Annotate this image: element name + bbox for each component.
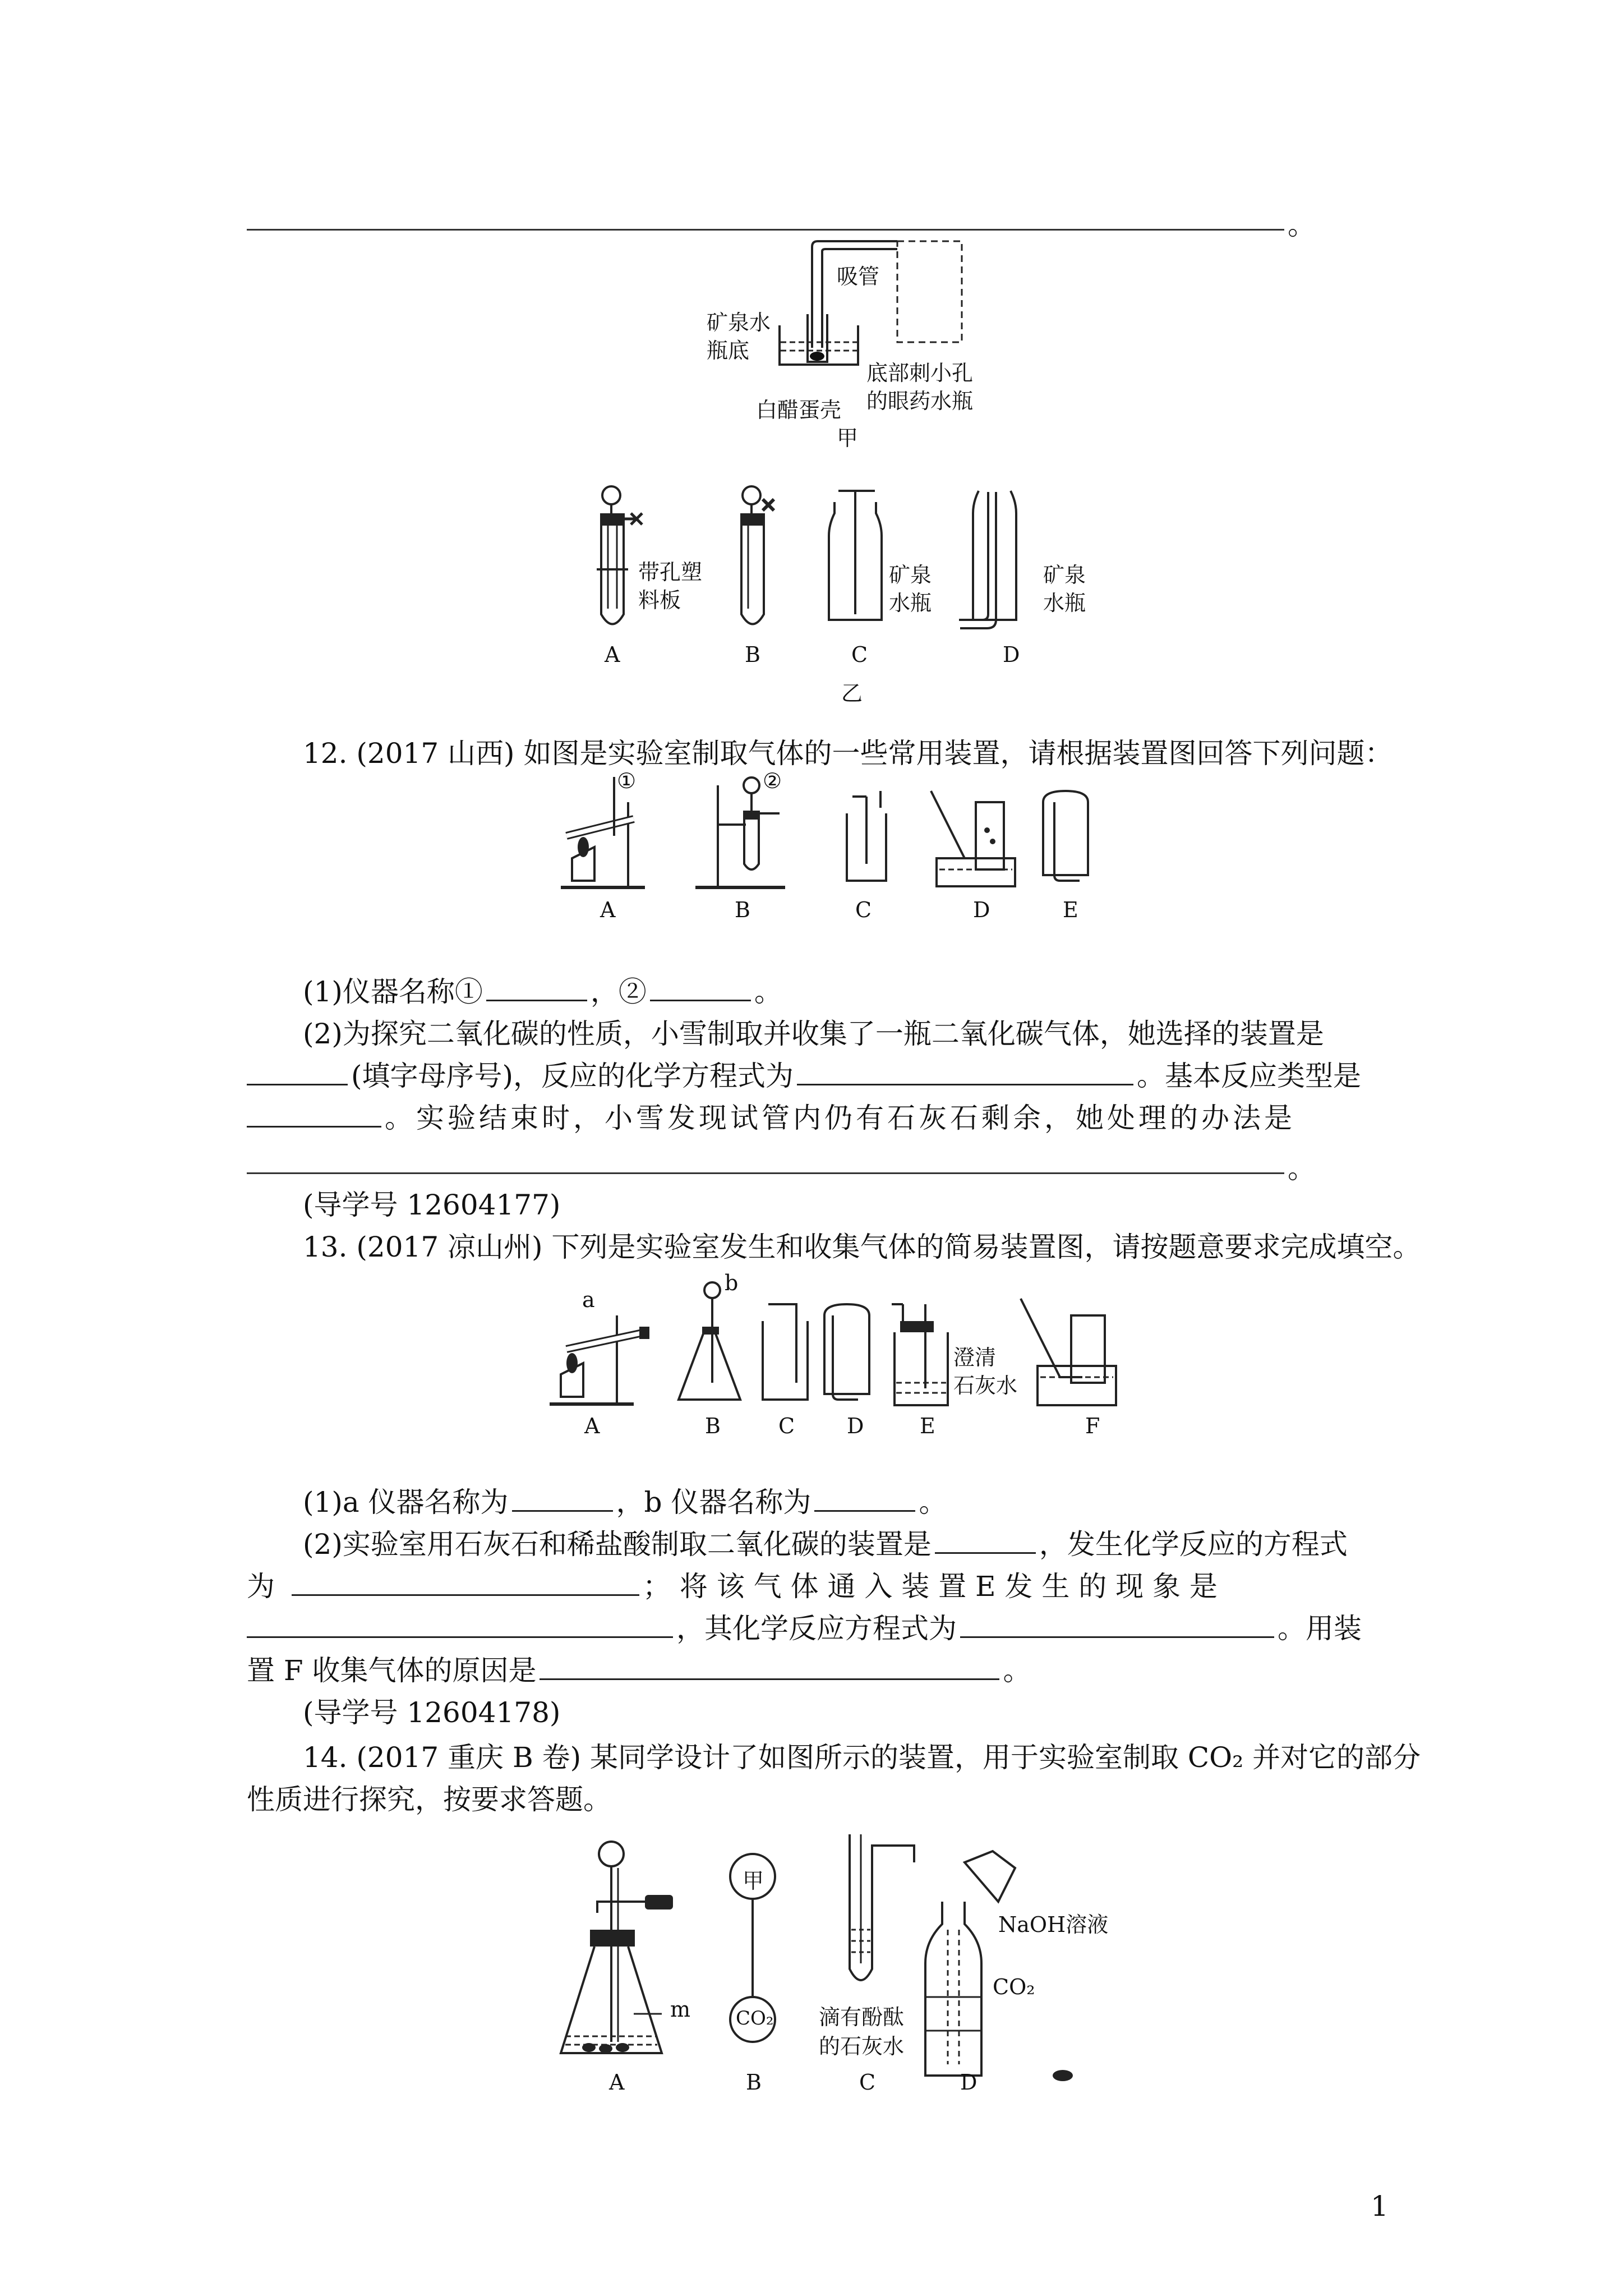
q14-label-jia: 甲 — [743, 1869, 764, 1893]
q13-p2-l3-a: ，其化学反应方程式为 — [676, 1612, 957, 1645]
q14-phenol-line2: 的石灰水 — [819, 2034, 905, 2059]
caption-jia: 甲 — [837, 426, 859, 450]
q13-guide-number: (导学号 12604178) — [303, 1696, 561, 1729]
q12-mark-2: ② — [763, 769, 782, 793]
q12-figure — [550, 769, 1166, 937]
q13-p2-l1-b: ，发生化学反应的方程式 — [1039, 1528, 1348, 1561]
q13-limewater-label — [953, 1343, 1017, 1400]
label-mw1-line1: 矿泉 — [889, 563, 932, 587]
q12-mark-1: ① — [617, 769, 637, 793]
q12-p1-a: (1)仪器名称① — [303, 976, 483, 1008]
blank-e-equation[interactable] — [960, 1636, 1274, 1638]
q14-label-co2-balloon: CO₂ — [736, 2007, 774, 2030]
q13-letter-a: A — [584, 1414, 600, 1438]
q12-part2-line1: (2)为探究二氧化碳的性质，小雪制取并收集了一瓶二氧化碳气体，她选择的装置是 — [303, 1018, 1324, 1050]
q13-p1-c: 。 — [919, 1486, 947, 1519]
q13-part1 — [303, 1484, 947, 1521]
label-mw2-line1: 矿泉 — [1043, 563, 1086, 587]
blank-co2-apparatus[interactable] — [935, 1552, 1036, 1554]
page-number: 1 — [1371, 2190, 1389, 2223]
q12-letter-c: C — [855, 898, 872, 922]
q14-label-m: m — [670, 1997, 691, 2022]
q12-stem: 12. (2017 山西) 如图是实验室制取气体的一些常用装置，请根据装置图回答下列问题： — [303, 737, 1393, 770]
blank-instrument-1[interactable] — [486, 1000, 587, 1001]
letter-a: A — [605, 642, 620, 667]
q14-label-co2-bottle: CO₂ — [993, 1975, 1035, 1999]
q13-part2-line4 — [247, 1652, 1031, 1689]
q12-part2-line4-end: 。 — [1288, 1152, 1316, 1185]
blank-f-reason[interactable] — [540, 1678, 999, 1680]
q13-limewater-line2: 石灰水 — [953, 1373, 1018, 1398]
figure-yi — [561, 480, 1178, 721]
blank-instrument-b[interactable] — [814, 1510, 915, 1512]
label-plate-line1: 带孔塑 — [638, 560, 703, 585]
q14-letter-d: D — [960, 2070, 978, 2095]
q13-p2-l3-b: 。用装 — [1278, 1612, 1362, 1645]
q13-p1-a: (1)a 仪器名称为 — [303, 1486, 509, 1519]
q13-mark-b: b — [725, 1271, 739, 1295]
q12-guide-number: (导学号 12604177) — [303, 1189, 561, 1221]
q13-p2-l4-a: 置 F 收集气体的原因是 — [247, 1654, 537, 1687]
q12-p2-l3: 。实验结束时，小雪发现试管内仍有石灰石剩余，她处理的办法是 — [385, 1102, 1295, 1134]
letter-c: C — [851, 642, 868, 667]
q13-letter-e: E — [920, 1414, 935, 1438]
q12-p2-l2-a: (填字母序号)，反应的化学方程式为 — [351, 1060, 794, 1092]
q13-letter-c: C — [778, 1414, 795, 1438]
label-bottle-bottom — [707, 309, 771, 365]
q14-stem-line2: 性质进行探究，按要求答题。 — [247, 1783, 611, 1816]
label-eyedrop-line1: 底部刺小孔 — [866, 361, 974, 385]
q14-phenol-line1: 滴有酚酞 — [819, 2005, 905, 2030]
q12-letter-a: A — [600, 898, 616, 922]
label-mineral-bottle-d — [1043, 561, 1086, 617]
label-plate-line2: 料板 — [638, 588, 681, 613]
q14-letter-c: C — [859, 2070, 876, 2095]
end-mark: 。 — [1288, 209, 1316, 241]
q14-label-phenolphthalein — [819, 2003, 904, 2061]
q13-p2-l1-a: (2)实验室用石灰石和稀盐酸制取二氧化碳的装置是 — [303, 1528, 932, 1561]
blank-reaction-type[interactable] — [247, 1126, 381, 1128]
label-bottle-bottom-line2: 瓶底 — [707, 338, 750, 363]
q12-letter-b: B — [735, 898, 750, 922]
letter-b: B — [745, 642, 760, 667]
q13-p2-l4-b: 。 — [1003, 1654, 1031, 1687]
blank-instrument-a[interactable] — [512, 1510, 613, 1512]
q13-limewater-line1: 澄清 — [953, 1345, 997, 1370]
q13-part2-line1 — [303, 1526, 1348, 1563]
blank-instrument-2[interactable] — [650, 1000, 751, 1001]
q13-p2-l2-b: ； 将 该 气 体 通 入 装 置 E 发 生 的 现 象 是 — [643, 1570, 1218, 1603]
q12-p2-l2-b: 。基本反应类型是 — [1137, 1060, 1362, 1092]
blank-co2-equation[interactable] — [292, 1594, 639, 1596]
label-mineral-bottle-c — [889, 561, 932, 617]
blank-e-phenomenon[interactable] — [247, 1636, 673, 1638]
q12-letter-e: E — [1063, 898, 1078, 922]
blank-equation[interactable] — [797, 1084, 1133, 1085]
q13-mark-a: a — [582, 1287, 595, 1312]
label-eyedrop-bottle — [866, 359, 973, 415]
q12-letter-d: D — [973, 898, 990, 922]
q14-label-naoh: NaOH溶液 — [998, 1912, 1109, 1937]
q12-p1-c: 。 — [754, 976, 782, 1008]
q14-stem-line1: 14. (2017 重庆 B 卷) 某同学设计了如图所示的装置，用于实验室制取 CO₂ 并对它的部分 — [303, 1741, 1421, 1774]
q14-letter-a: A — [609, 2070, 625, 2095]
q12-part2-line2 — [247, 1057, 1361, 1094]
q13-letter-d: D — [847, 1414, 864, 1438]
q12-p1-b: ，② — [590, 976, 647, 1008]
q13-stem: 13. (2017 凉山州) 下列是实验室发生和收集气体的简易装置图，请按题意要求完成填空。 — [303, 1231, 1421, 1263]
letter-d: D — [1003, 642, 1020, 667]
q14-letter-b: B — [746, 2070, 762, 2095]
q12-part2-line3 — [247, 1099, 1295, 1137]
q13-p1-b: ，b 仪器名称为 — [616, 1486, 811, 1519]
q12-part1 — [303, 973, 782, 1010]
q13-figure — [544, 1271, 1161, 1450]
blank-apparatus[interactable] — [247, 1084, 348, 1085]
label-eyedrop-line2: 的眼药水瓶 — [866, 389, 974, 413]
q13-p2-l2-a: 为 — [247, 1570, 275, 1603]
label-plastic-plate — [638, 558, 702, 614]
caption-yi: 乙 — [841, 681, 863, 706]
q13-letter-b: B — [705, 1414, 721, 1438]
label-eggshell: 白醋蛋壳 — [756, 398, 842, 422]
q14-figure — [555, 1829, 1172, 2098]
label-mw1-line2: 水瓶 — [889, 591, 932, 615]
figure-jia — [673, 230, 1009, 466]
label-straw: 吸管 — [837, 264, 880, 289]
label-mw2-line2: 水瓶 — [1043, 591, 1086, 615]
q13-part2-line3 — [247, 1610, 1362, 1647]
blank-disposal-method[interactable] — [247, 1172, 1284, 1174]
q13-part2-line2 — [247, 1568, 1218, 1605]
q13-letter-f: F — [1085, 1414, 1100, 1438]
label-bottle-bottom-line1: 矿泉水 — [707, 310, 771, 335]
